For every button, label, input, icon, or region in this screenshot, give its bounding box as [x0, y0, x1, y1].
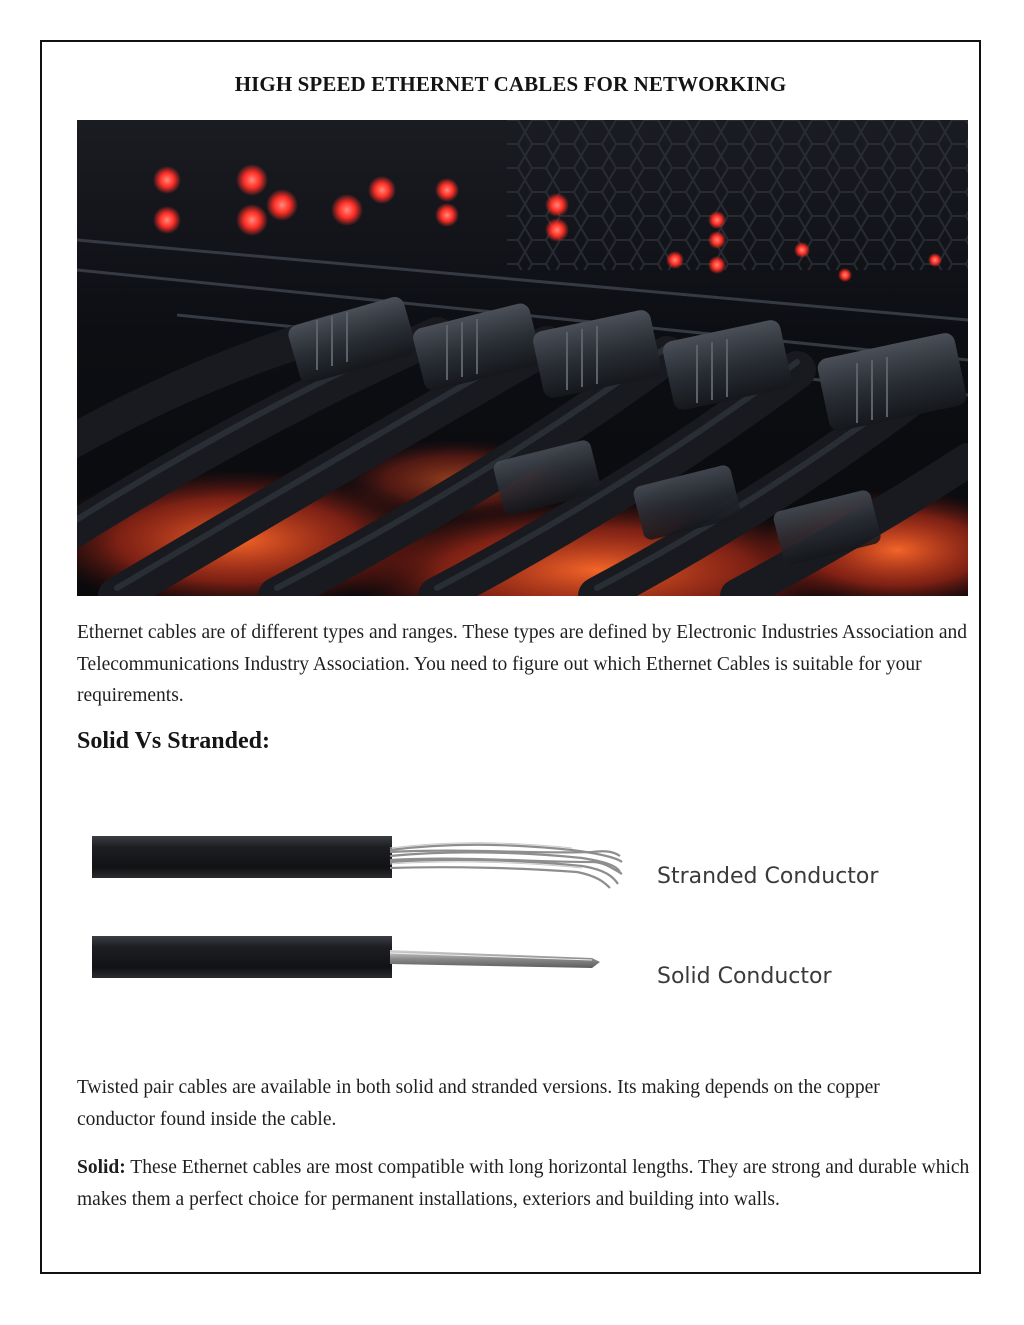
conductor-figure [92, 822, 942, 1002]
section-heading: Solid Vs Stranded: [77, 728, 270, 754]
page-frame [40, 40, 981, 1274]
ethernet-cables-photo [77, 120, 968, 596]
solid-paragraph [77, 1152, 972, 1215]
twisted-pair-paragraph: Twisted pair cables are available in both solid and stranded versions. Its making depends on the copper conductor found inside the cable. [77, 1077, 880, 1130]
page-title: HIGH SPEED ETHERNET CABLES FOR NETWORKING [234, 72, 787, 96]
solid-label: Solid: [77, 1157, 126, 1178]
solid-text: These Ethernet cables are most compatible with long horizontal lengths. They are strong and durable which makes them a perfect choice for permanent installations, exteriors and building into walls. [77, 1157, 970, 1210]
stranded-conductor-label: Stranded Conductor [657, 864, 879, 889]
intro-paragraph: Ethernet cables are of different types and ranges. These types are defined by Electronic Industries Association and Telecommunications Industry Association. You need to figure out which Ethernet Cables is suitable for your requirements. [77, 622, 968, 706]
solid-conductor-label: Solid Conductor [657, 964, 832, 989]
